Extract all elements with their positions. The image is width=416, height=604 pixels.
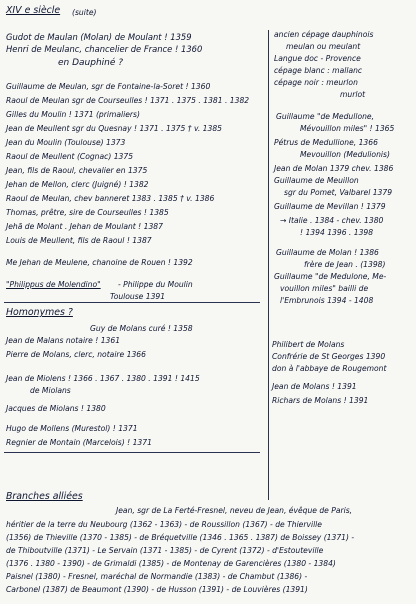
entry-line: Jehã de Molant . Jehan de Moulant ! 1387	[6, 222, 163, 231]
suite-label: (suite)	[72, 8, 97, 17]
entry-line: cépage blanc : mallanc	[274, 66, 363, 75]
entry-line: héritier de la terre du Neubourg (1362 - 1363) - de Roussillon (1367) - de Thierville	[6, 520, 322, 529]
century-heading: XIV e siècle	[6, 5, 61, 16]
entry-line: Me Jehan de Meulene, chanoine de Rouen ! 1392	[6, 258, 193, 267]
entry-line: Confrérie de St Georges 1390	[272, 352, 386, 361]
section-title: Homonymes ?	[6, 307, 73, 318]
entry-line: Paisnel (1380) - Fresnel, maréchal de Normandie (1383) - de Chambut (1386) -	[6, 572, 308, 581]
entry-line: Guillaume de Meuillon	[274, 176, 359, 185]
entry-line: Henri de Meulanc, chancelier de France ! 1360	[6, 44, 203, 54]
entry-line: de Thiboutville (1371) - Le Servain (1371 - 1385) - de Cyrent (1372) - d'Estouteville	[6, 546, 324, 555]
entry-line: Raoul de Meulan sgr de Courseulles ! 1371 . 1375 . 1381 . 1382	[6, 96, 250, 105]
entry-line: Jehan de Mellon, clerc (Juigné) ! 1382	[6, 180, 149, 189]
entry-line: Hugo de Mollens (Murestol) ! 1371	[6, 424, 138, 433]
entry-line: Guillaume de Molan ! 1386	[276, 248, 379, 257]
entry-line: meulan ou meulant	[286, 42, 361, 51]
entry-line: Jean de Molans ! 1391	[272, 382, 357, 391]
section-divider	[4, 452, 260, 453]
section-divider	[4, 302, 260, 303]
entry-line: → Italie . 1384 - chev. 1380	[280, 216, 384, 225]
entry-line: Guillaume "de Medullone,	[276, 112, 374, 121]
entry-line: l'Embrunois 1394 - 1408	[280, 296, 374, 305]
entry-line: (1376 . 1380 - 1390) - de Grimaldi (1385) - de Montenay de Garencières (1380 - 1384)	[6, 559, 336, 568]
entry-line: Raoul de Meullent (Cognac) 1375	[6, 152, 134, 161]
entry-line: sgr du Pomet, Valbarel 1379	[284, 188, 393, 197]
entry-line: Guillaume de Meulan, sgr de Fontaine-la-Soret ! 1360	[6, 82, 211, 91]
entry-line: Louis de Meullent, fils de Raoul ! 1387	[6, 236, 152, 245]
entry-line: don à l'abbaye de Rougemont	[272, 364, 387, 373]
entry-line: Jean du Moulin (Toulouse) 1373	[6, 138, 126, 147]
entry-line: Pierre de Molans, clerc, notaire 1366	[6, 350, 146, 359]
entry-line: Jean, sgr de La Ferté-Fresnel, neveu de Jean, évêque de Paris,	[116, 506, 353, 515]
entry-line: Toulouse 1391	[110, 292, 166, 301]
entry-line: (1356) de Thieville (1370 - 1385) - de Bréquetville (1346 . 1365 . 1387) de Boissey (1371) -	[6, 533, 355, 542]
entry-line: Philibert de Molans	[272, 340, 345, 349]
entry-line: Carbonel (1387) de Beaumont (1390) - de Husson (1391) - de Louvières (1391)	[6, 585, 308, 594]
entry-line: murlot	[340, 90, 366, 99]
entry-line: Mevouillon (Medulionis)	[300, 150, 390, 159]
entry-line: "Philippus de Molendino"	[6, 280, 101, 289]
entry-line: frère de Jean . (1398)	[304, 260, 386, 269]
entry-line: en Dauphiné ?	[58, 58, 124, 68]
section-title: Branches alliées	[6, 491, 83, 502]
entry-line: Jean de Miolens ! 1366 . 1367 . 1380 . 1391 ! 1415	[6, 374, 200, 383]
entry-line: - Philippe du Moulin	[118, 280, 193, 289]
entry-line: Guy de Molans curé ! 1358	[90, 324, 193, 333]
entry-line: Jean de Molan 1379 chev. 1386	[274, 164, 394, 173]
entry-line: cépage noir : meurlon	[274, 78, 358, 87]
entry-line: Gilles du Moulin ! 1371 (primaliers)	[6, 110, 140, 119]
entry-line: Langue doc - Provence	[274, 54, 361, 63]
entry-line: Regnier de Montain (Marcelois) ! 1371	[6, 438, 152, 447]
entry-line: Jacques de Miolans ! 1380	[6, 404, 106, 413]
entry-line: Pétrus de Medullione, 1366	[274, 138, 378, 147]
entry-line: Jean de Meullent sgr du Quesnay ! 1371 . 1375 † v. 1385	[6, 124, 222, 133]
entry-line: Richars de Molans ! 1391	[272, 396, 369, 405]
entry-line: Jean, fils de Raoul, chevalier en 1375	[6, 166, 148, 175]
entry-line: Gudot de Maulan (Molan) de Moulant ! 1359	[6, 32, 192, 42]
entry-line: Mévouillon miles" ! 1365	[300, 124, 395, 133]
entry-line: ancien cépage dauphinois	[274, 30, 374, 39]
entry-line: Thomas, prêtre, sire de Courseulles ! 1385	[6, 208, 169, 217]
entry-line: Raoul de Meulan, chev banneret 1383 . 1385 † v. 1386	[6, 194, 215, 203]
entry-line: de Miolans	[30, 386, 71, 395]
entry-line: Guillaume "de Medulone, Me-	[274, 272, 387, 281]
entry-line: Jean de Malans notaire ! 1361	[6, 336, 121, 345]
entry-line: vouillon miles" bailli de	[280, 284, 369, 293]
entry-line: ! 1394 1396 . 1398	[300, 228, 374, 237]
column-divider	[268, 30, 269, 500]
entry-line: Guillaume de Mevillan ! 1379	[274, 202, 386, 211]
